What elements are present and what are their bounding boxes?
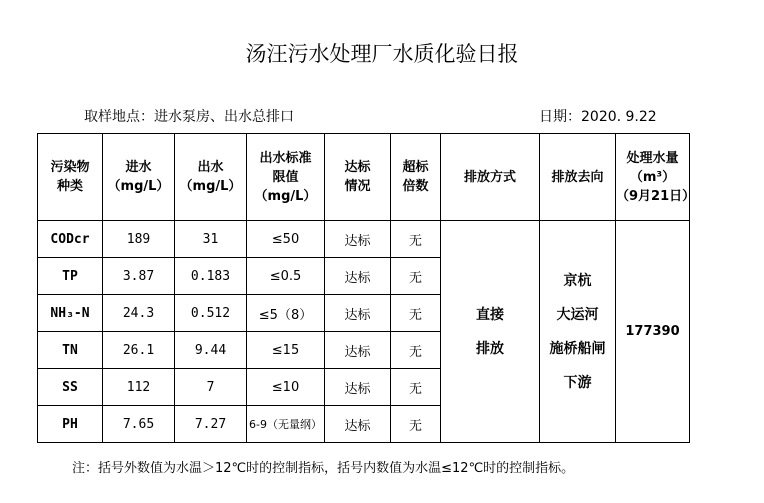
treated-volume: 177390 <box>616 221 690 443</box>
pollutant-name: NH₃-N <box>38 295 103 332</box>
discharge-method-line2: 排放 <box>476 340 504 357</box>
footnote: 注：括号外数值为水温＞12℃时的控制指标，括号内数值为水温≤12℃时的控制指标。 <box>72 461 575 476</box>
header-volume-line1: 处理水量 <box>626 150 679 166</box>
header-pollutant-line2: 种类 <box>56 179 83 194</box>
header-volume-line2: （m³） <box>629 169 676 185</box>
exceed-value: 无 <box>391 221 441 258</box>
compliance-value: 达标 <box>325 406 391 443</box>
discharge-method-line1: 直接 <box>476 306 504 323</box>
sampling-location: 取样地点：进水泵房、出水总排口 <box>84 109 294 125</box>
outflow-value: 9.44 <box>175 332 247 369</box>
compliance-value: 达标 <box>325 258 391 295</box>
exceed-value: 无 <box>391 332 441 369</box>
header-exceed-line2: 倍数 <box>402 179 429 194</box>
table-row <box>38 221 690 258</box>
limit-value: ≤50 <box>247 221 325 258</box>
exceed-value: 无 <box>391 406 441 443</box>
inflow-value: 189 <box>103 221 175 258</box>
limit-value: 6-9（无量纲） <box>247 406 325 443</box>
header-volume <box>616 134 696 221</box>
discharge-dest-line1: 京杭 <box>563 272 592 289</box>
header-volume-line3: （9月21日） <box>616 188 696 204</box>
header-outflow-line1: 出水 <box>197 160 224 175</box>
exceed-value: 无 <box>391 295 441 332</box>
discharge-dest-cell <box>540 221 616 443</box>
header-compliance-line2: 情况 <box>344 179 371 194</box>
report-date: 日期：2020. 9.22 <box>539 109 657 125</box>
discharge-dest-line2: 大运河 <box>556 306 599 323</box>
limit-value: ≤5（8） <box>247 295 325 332</box>
header-discharge-dest: 排放去向 <box>540 134 616 221</box>
limit-value: ≤15 <box>247 332 325 369</box>
compliance-value: 达标 <box>325 221 391 258</box>
outflow-value: 7 <box>175 369 247 406</box>
outflow-value: 7.27 <box>175 406 247 443</box>
inflow-value: 3.87 <box>103 258 175 295</box>
header-exceed-line1: 超标 <box>402 160 429 175</box>
header-outflow <box>175 134 247 221</box>
discharge-method-cell <box>441 221 540 443</box>
header-compliance <box>325 134 391 221</box>
header-exceed <box>391 134 441 221</box>
inflow-value: 7.65 <box>103 406 175 443</box>
header-inflow-line1: 进水 <box>125 160 152 175</box>
compliance-value: 达标 <box>325 332 391 369</box>
exceed-value: 无 <box>391 258 441 295</box>
header-pollutant-line1: 污染物 <box>50 160 90 175</box>
exceed-value: 无 <box>391 369 441 406</box>
inflow-value: 24.3 <box>103 295 175 332</box>
header-compliance-line1: 达标 <box>344 160 371 175</box>
pollutant-name: CODcr <box>38 221 103 258</box>
pollutant-name: SS <box>38 369 103 406</box>
pollutant-name: PH <box>38 406 103 443</box>
water-quality-table <box>37 133 696 443</box>
header-limit <box>247 134 325 221</box>
inflow-value: 26.1 <box>103 332 175 369</box>
header-outflow-line2: （mg/L） <box>179 179 242 194</box>
pollutant-name: TP <box>38 258 103 295</box>
outflow-value: 0.512 <box>175 295 247 332</box>
discharge-dest-line3: 施桥船闸 <box>549 340 606 357</box>
pollutant-name: TN <box>38 332 103 369</box>
limit-value: ≤10 <box>247 369 325 406</box>
limit-value: ≤0.5 <box>247 258 325 295</box>
report-title: 汤汪污水处理厂水质化验日报 <box>245 42 519 66</box>
header-inflow-line2: （mg/L） <box>107 179 170 194</box>
header-row <box>38 134 690 221</box>
header-limit-line3: （mg/L） <box>254 188 317 204</box>
outflow-value: 31 <box>175 221 247 258</box>
compliance-value: 达标 <box>325 369 391 406</box>
compliance-value: 达标 <box>325 295 391 332</box>
inflow-value: 112 <box>103 369 175 406</box>
outflow-value: 0.183 <box>175 258 247 295</box>
discharge-dest-line4: 下游 <box>563 374 592 391</box>
header-limit-line1: 出水标准 <box>259 150 312 166</box>
header-pollutant <box>38 134 103 221</box>
header-limit-line2: 限值 <box>272 169 299 185</box>
header-discharge-method: 排放方式 <box>441 134 540 221</box>
header-inflow <box>103 134 175 221</box>
